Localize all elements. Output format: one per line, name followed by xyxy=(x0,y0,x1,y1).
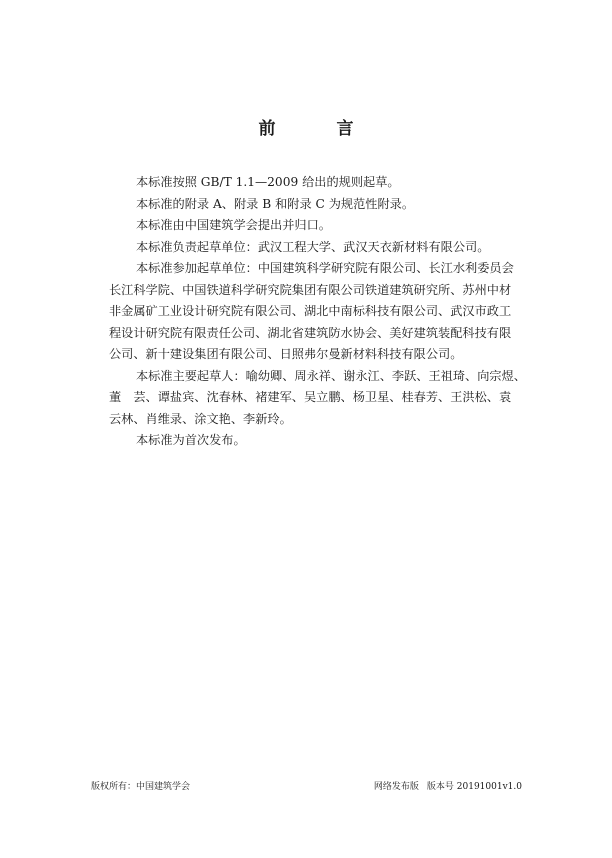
page-title: 前 言 xyxy=(258,119,376,139)
version-number: 版本号 20191001v1.0 xyxy=(426,782,522,792)
foreword-body xyxy=(109,172,526,452)
paragraph-participating-units xyxy=(109,258,523,366)
version-info xyxy=(374,779,522,792)
text-line: 本标准主要起草人：喻幼卿、周永祥、谢永江、李跃、王祖琦、向宗煜、 xyxy=(136,368,526,383)
text-line: 非金属矿工业设计研究院有限公司、湖北中南标科技有限公司、武汉市政工 xyxy=(109,304,512,318)
edition-label: 网络发布版 xyxy=(373,782,419,792)
copyright-notice: 版权所有：中国建筑学会 xyxy=(91,782,191,792)
text-line: 程设计研究院有限责任公司、湖北省建筑防水协会、美好建筑装配科技有限 xyxy=(109,325,512,340)
text-line: 本标准参加起草单位：中国建筑科学研究院有限公司、长江水利委员会 xyxy=(136,261,514,275)
page-footer xyxy=(91,779,522,792)
text-line: 长江科学院、中国铁道科学研究院集团有限公司铁道建筑研究所、苏州中材 xyxy=(109,282,512,297)
paragraph-lead-drafters: 本标准负责起草单位：武汉工程大学、武汉天衣新材料有限公司。 xyxy=(136,239,490,254)
paragraph-proposer: 本标准由中国建筑学会提出并归口。 xyxy=(136,218,331,232)
paragraph-first-release: 本标准为首次发布。 xyxy=(136,433,246,447)
text-line: 云林、肖维录、涂文艳、李新玲。 xyxy=(109,411,292,426)
text-line: 公司、新十建设集团有限公司、日照弗尔曼新材料科技有限公司。 xyxy=(109,347,463,361)
paragraph-main-drafters xyxy=(109,366,526,431)
text-line: 董 芸、谭盐宾、沈春林、褚建军、吴立鹏、杨卫星、桂春芳、王洪松、袁 xyxy=(109,390,512,404)
paragraph-drafting-rules: 本标准按照 GB/T 1.1—2009 给出的规则起草。 xyxy=(136,175,400,189)
paragraph-appendices: 本标准的附录 A、附录 B 和附录 C 为规范性附录。 xyxy=(136,196,415,211)
